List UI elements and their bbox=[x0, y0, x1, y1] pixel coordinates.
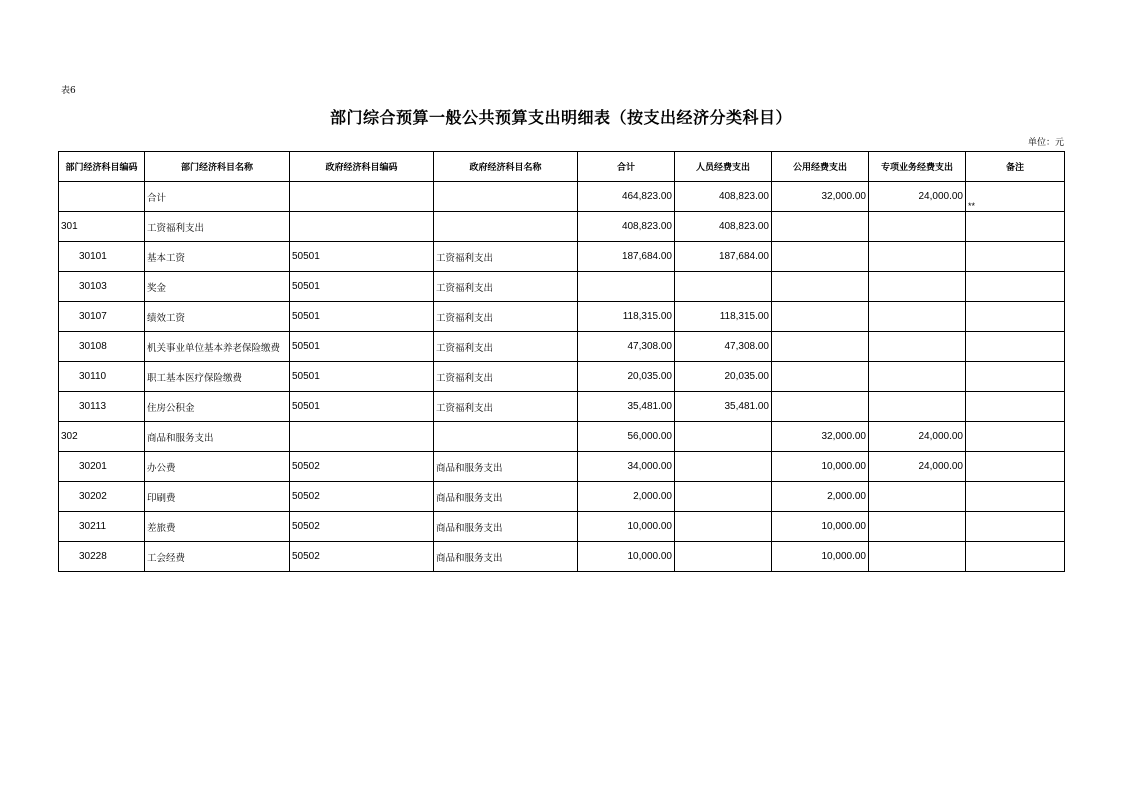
dept-code-cell: 30103 bbox=[59, 272, 145, 302]
note-cell bbox=[966, 332, 1065, 362]
gov-code-cell: 50501 bbox=[290, 332, 434, 362]
dept-code-cell: 30107 bbox=[59, 302, 145, 332]
gov-name-cell: 工资福利支出 bbox=[434, 332, 578, 362]
personnel-cell bbox=[675, 482, 772, 512]
personnel-cell: 20,035.00 bbox=[675, 362, 772, 392]
table-row bbox=[59, 332, 1065, 362]
header-total: 合计 bbox=[578, 152, 675, 182]
special-cell bbox=[869, 482, 966, 512]
personnel-cell: 47,308.00 bbox=[675, 332, 772, 362]
gov-name-cell: 商品和服务支出 bbox=[434, 482, 578, 512]
table-row bbox=[59, 512, 1065, 542]
special-cell: 24,000.00 bbox=[869, 452, 966, 482]
personnel-cell: 187,684.00 bbox=[675, 242, 772, 272]
header-gov-code: 政府经济科目编码 bbox=[290, 152, 434, 182]
gov-code-cell: 50501 bbox=[290, 302, 434, 332]
table-row bbox=[59, 302, 1065, 332]
note-cell bbox=[966, 542, 1065, 572]
total-cell: 10,000.00 bbox=[578, 542, 675, 572]
total-cell: 464,823.00 bbox=[578, 182, 675, 212]
dept-name-cell: 住房公积金 bbox=[145, 392, 290, 422]
special-cell bbox=[869, 242, 966, 272]
personnel-cell: 35,481.00 bbox=[675, 392, 772, 422]
gov-name-cell bbox=[434, 212, 578, 242]
public-cell bbox=[772, 272, 869, 302]
special-cell: 24,000.00 bbox=[869, 182, 966, 212]
gov-name-cell: 工资福利支出 bbox=[434, 392, 578, 422]
personnel-cell bbox=[675, 422, 772, 452]
dept-code-cell: 30108 bbox=[59, 332, 145, 362]
total-cell: 408,823.00 bbox=[578, 212, 675, 242]
header-dept-code: 部门经济科目编码 bbox=[59, 152, 145, 182]
note-cell: ** bbox=[966, 182, 1065, 212]
table-row bbox=[59, 272, 1065, 302]
public-cell: 10,000.00 bbox=[772, 452, 869, 482]
dept-code-cell: 30101 bbox=[59, 242, 145, 272]
dept-name-cell: 办公费 bbox=[145, 452, 290, 482]
dept-name-cell: 绩效工资 bbox=[145, 302, 290, 332]
gov-code-cell: 50502 bbox=[290, 512, 434, 542]
unit-label: 单位：元 bbox=[1027, 138, 1064, 148]
public-cell bbox=[772, 332, 869, 362]
dept-code-cell: 30202 bbox=[59, 482, 145, 512]
total-cell: 56,000.00 bbox=[578, 422, 675, 452]
table-row bbox=[59, 362, 1065, 392]
dept-name-cell: 印刷费 bbox=[145, 482, 290, 512]
dept-name-cell: 基本工资 bbox=[145, 242, 290, 272]
public-cell bbox=[772, 212, 869, 242]
header-public: 公用经费支出 bbox=[772, 152, 869, 182]
dept-code-cell: 301 bbox=[59, 212, 145, 242]
table-row bbox=[59, 182, 1065, 212]
dept-name-cell: 商品和服务支出 bbox=[145, 422, 290, 452]
special-cell bbox=[869, 512, 966, 542]
note-cell bbox=[966, 452, 1065, 482]
public-cell bbox=[772, 362, 869, 392]
dept-code-cell: 30201 bbox=[59, 452, 145, 482]
personnel-cell bbox=[675, 512, 772, 542]
gov-name-cell: 商品和服务支出 bbox=[434, 512, 578, 542]
public-cell: 10,000.00 bbox=[772, 512, 869, 542]
gov-code-cell bbox=[290, 422, 434, 452]
dept-name-cell: 奖金 bbox=[145, 272, 290, 302]
special-cell bbox=[869, 332, 966, 362]
gov-name-cell: 商品和服务支出 bbox=[434, 542, 578, 572]
public-cell: 32,000.00 bbox=[772, 422, 869, 452]
dept-name-cell: 合计 bbox=[145, 182, 290, 212]
table-row bbox=[59, 392, 1065, 422]
gov-name-cell: 工资福利支出 bbox=[434, 272, 578, 302]
note-cell bbox=[966, 512, 1065, 542]
total-cell: 34,000.00 bbox=[578, 452, 675, 482]
public-cell bbox=[772, 392, 869, 422]
table-row bbox=[59, 482, 1065, 512]
special-cell bbox=[869, 392, 966, 422]
table-row bbox=[59, 422, 1065, 452]
page-title: 部门综合预算一般公共预算支出明细表（按支出经济分类科目） bbox=[329, 108, 792, 127]
dept-code-cell: 30228 bbox=[59, 542, 145, 572]
note-cell bbox=[966, 392, 1065, 422]
note-cell bbox=[966, 422, 1065, 452]
public-cell: 32,000.00 bbox=[772, 182, 869, 212]
gov-code-cell: 50502 bbox=[290, 482, 434, 512]
header-personnel: 人员经费支出 bbox=[675, 152, 772, 182]
gov-name-cell: 商品和服务支出 bbox=[434, 452, 578, 482]
gov-name-cell: 工资福利支出 bbox=[434, 302, 578, 332]
dept-name-cell: 职工基本医疗保险缴费 bbox=[145, 362, 290, 392]
gov-code-cell: 50502 bbox=[290, 452, 434, 482]
total-cell: 2,000.00 bbox=[578, 482, 675, 512]
special-cell: 24,000.00 bbox=[869, 422, 966, 452]
gov-code-cell bbox=[290, 212, 434, 242]
personnel-cell bbox=[675, 542, 772, 572]
gov-code-cell: 50501 bbox=[290, 362, 434, 392]
gov-code-cell bbox=[290, 182, 434, 212]
table-row bbox=[59, 242, 1065, 272]
personnel-cell: 408,823.00 bbox=[675, 182, 772, 212]
total-cell: 118,315.00 bbox=[578, 302, 675, 332]
header-note: 备注 bbox=[966, 152, 1065, 182]
total-cell: 47,308.00 bbox=[578, 332, 675, 362]
gov-name-cell: 工资福利支出 bbox=[434, 242, 578, 272]
note-cell bbox=[966, 362, 1065, 392]
dept-code-cell: 30110 bbox=[59, 362, 145, 392]
personnel-cell bbox=[675, 272, 772, 302]
dept-name-cell: 工会经费 bbox=[145, 542, 290, 572]
gov-code-cell: 50502 bbox=[290, 542, 434, 572]
header-gov-name: 政府经济科目名称 bbox=[434, 152, 578, 182]
document-label: 表6 bbox=[61, 86, 76, 96]
dept-code-cell: 302 bbox=[59, 422, 145, 452]
table-row bbox=[59, 542, 1065, 572]
total-cell bbox=[578, 272, 675, 302]
gov-code-cell: 50501 bbox=[290, 242, 434, 272]
dept-code-cell bbox=[59, 182, 145, 212]
table-body bbox=[59, 182, 1065, 572]
header-special: 专项业务经费支出 bbox=[869, 152, 966, 182]
note-cell bbox=[966, 212, 1065, 242]
table-row bbox=[59, 452, 1065, 482]
dept-name-cell: 差旅费 bbox=[145, 512, 290, 542]
public-cell bbox=[772, 302, 869, 332]
total-cell: 20,035.00 bbox=[578, 362, 675, 392]
special-cell bbox=[869, 362, 966, 392]
dept-code-cell: 30113 bbox=[59, 392, 145, 422]
dept-name-cell: 工资福利支出 bbox=[145, 212, 290, 242]
special-cell bbox=[869, 272, 966, 302]
gov-code-cell: 50501 bbox=[290, 272, 434, 302]
total-cell: 187,684.00 bbox=[578, 242, 675, 272]
special-cell bbox=[869, 302, 966, 332]
gov-name-cell bbox=[434, 182, 578, 212]
total-cell: 35,481.00 bbox=[578, 392, 675, 422]
public-cell: 2,000.00 bbox=[772, 482, 869, 512]
gov-name-cell bbox=[434, 422, 578, 452]
expenditure-table bbox=[58, 151, 1065, 572]
note-cell bbox=[966, 272, 1065, 302]
note-cell bbox=[966, 242, 1065, 272]
table-row bbox=[59, 212, 1065, 242]
note-cell bbox=[966, 302, 1065, 332]
dept-code-cell: 30211 bbox=[59, 512, 145, 542]
header-dept-name: 部门经济科目名称 bbox=[145, 152, 290, 182]
personnel-cell: 118,315.00 bbox=[675, 302, 772, 332]
gov-name-cell: 工资福利支出 bbox=[434, 362, 578, 392]
public-cell: 10,000.00 bbox=[772, 542, 869, 572]
personnel-cell: 408,823.00 bbox=[675, 212, 772, 242]
personnel-cell bbox=[675, 452, 772, 482]
table-header-row bbox=[59, 152, 1065, 182]
total-cell: 10,000.00 bbox=[578, 512, 675, 542]
special-cell bbox=[869, 542, 966, 572]
public-cell bbox=[772, 242, 869, 272]
dept-name-cell: 机关事业单位基本养老保险缴费 bbox=[145, 332, 290, 362]
note-cell bbox=[966, 482, 1065, 512]
gov-code-cell: 50501 bbox=[290, 392, 434, 422]
special-cell bbox=[869, 212, 966, 242]
